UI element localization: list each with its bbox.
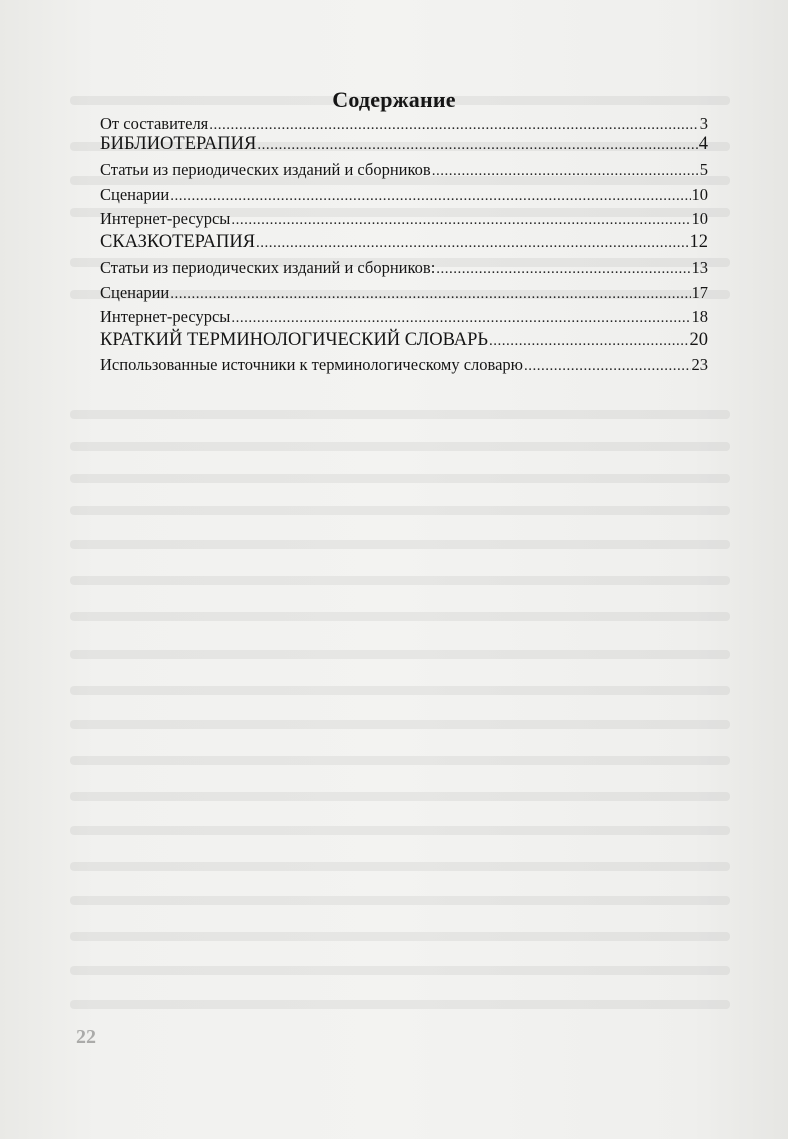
toc-entry-page: 12 [689, 232, 708, 252]
toc-entry-page: 10 [691, 209, 708, 228]
toc-entry[interactable] [100, 331, 708, 355]
toc-dot-leader [170, 187, 690, 206]
toc-entry[interactable] [100, 209, 708, 233]
toc-entry-page: 3 [699, 114, 708, 133]
toc-dot-leader [432, 162, 699, 181]
toc-dot-leader [170, 285, 690, 304]
bleed-through-line [70, 862, 730, 871]
toc-entry-page: 5 [699, 160, 708, 179]
page-number: 22 [76, 1026, 96, 1048]
toc-entry-label: СКАЗКОТЕРАПИЯ [100, 232, 256, 252]
toc-entry[interactable] [100, 185, 708, 209]
toc-entry[interactable] [100, 135, 708, 160]
toc-entry-page: 4 [698, 134, 708, 154]
toc-entry[interactable] [100, 233, 708, 258]
toc-dot-leader [257, 136, 697, 155]
toc-entry-label: Использованные источники к терминологическому словарю [100, 355, 523, 374]
toc-entry[interactable] [100, 283, 708, 307]
toc-dot-leader [524, 357, 691, 376]
toc-dot-leader [256, 234, 688, 253]
bleed-through-line [70, 612, 730, 621]
toc-entry-page: 10 [691, 185, 708, 204]
toc-entry-label: Интернет-ресурсы [100, 307, 231, 326]
toc-dot-leader [209, 116, 698, 135]
toc-entry-label: От составителя [100, 114, 209, 133]
bleed-through-line [70, 826, 730, 835]
bleed-through-line [70, 966, 730, 975]
toc-entry-label: Статьи из периодических изданий и сборников [100, 160, 431, 179]
toc-entry[interactable] [100, 160, 708, 185]
bleed-through-line [70, 540, 730, 549]
bleed-through-line [70, 410, 730, 419]
bleed-through-line [70, 442, 730, 451]
toc-dot-leader [489, 332, 688, 351]
toc-entry[interactable] [100, 355, 708, 379]
bleed-through-line [70, 720, 730, 729]
toc-entry-page: 23 [691, 355, 708, 374]
table-of-contents [100, 114, 708, 379]
toc-entry-page: 18 [691, 307, 708, 326]
bleed-through-line [70, 576, 730, 585]
bleed-through-line [70, 474, 730, 483]
bleed-through-line [70, 896, 730, 905]
page-title: Содержание [332, 86, 456, 112]
bleed-through-line [70, 792, 730, 801]
toc-entry-label: Сценарии [100, 283, 170, 302]
bleed-through-line [70, 686, 730, 695]
bleed-through-line [70, 756, 730, 765]
bleed-through-line [70, 1000, 730, 1009]
toc-entry[interactable] [100, 258, 708, 283]
bleed-through-line [70, 506, 730, 515]
toc-entry-label: Статьи из периодических изданий и сборников: [100, 258, 436, 277]
toc-entry-label: БИБЛИОТЕРАПИЯ [100, 134, 257, 154]
toc-entry-label: КРАТКИЙ ТЕРМИНОЛОГИЧЕСКИЙ СЛОВАРЬ [100, 330, 489, 350]
bleed-through-line [70, 650, 730, 659]
toc-dot-leader [436, 260, 690, 279]
toc-entry-label: Интернет-ресурсы [100, 209, 231, 228]
bleed-through-line [70, 932, 730, 941]
toc-entry-page: 13 [691, 258, 708, 277]
toc-entry[interactable] [100, 114, 708, 135]
toc-entry-page: 20 [689, 330, 708, 350]
toc-dot-leader [231, 211, 690, 230]
toc-entry[interactable] [100, 307, 708, 331]
toc-dot-leader [231, 309, 690, 328]
toc-entry-label: Сценарии [100, 185, 170, 204]
toc-entry-page: 17 [691, 283, 708, 302]
